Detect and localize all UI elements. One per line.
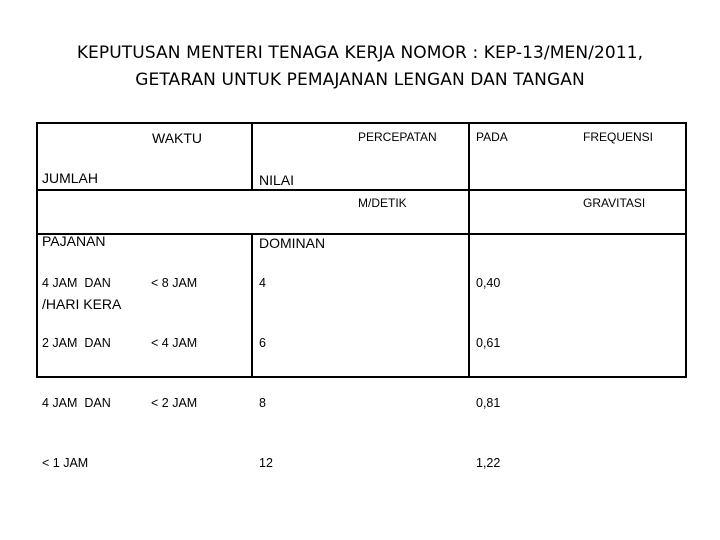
list-item: < 8 JAM	[151, 276, 198, 290]
list-nilai-dominan	[259, 233, 273, 493]
list-item: 0,81	[476, 396, 501, 410]
list-item: < 4 JAM	[151, 336, 198, 350]
subheader-cell-right	[468, 189, 687, 235]
header-percepatan: PERCEPATAN	[358, 130, 437, 144]
header-gravitasi: GRAVITASI	[583, 196, 646, 210]
header-dominan-line: DOMINAN	[259, 235, 326, 251]
page-title-line-1: KEPUTUSAN MENTERI TENAGA KERJA NOMOR : KEP-13/MEN/2011,	[76, 43, 644, 63]
list-item: 4 JAM DAN	[42, 276, 111, 290]
header-frequensi: FREQUENSI	[583, 130, 654, 144]
list-jumlah-pajanan	[42, 233, 111, 493]
list-item: 0,40	[476, 276, 501, 290]
list-waktu	[151, 233, 197, 433]
header-pada: PADA	[476, 130, 508, 144]
list-item: 6	[259, 336, 266, 350]
list-item: 0,61	[476, 336, 501, 350]
data-cell-percepatan	[468, 233, 687, 378]
list-item: 4	[259, 276, 266, 290]
header-hari-kera-line: /HARI KERA	[42, 296, 122, 312]
header-waktu: WAKTU	[152, 130, 203, 146]
header-nilai-line: NILAI	[259, 172, 295, 188]
list-item: < 2 JAM	[151, 396, 198, 410]
list-percepatan	[476, 233, 500, 493]
list-item: 8	[259, 396, 266, 410]
list-item: 12	[259, 456, 273, 470]
list-item: < 1 JAM	[42, 456, 89, 470]
list-item: 4 JAM DAN	[42, 396, 111, 410]
header-jumlah-line: JUMLAH	[42, 170, 99, 186]
header-m-detik: M/DETIK	[358, 196, 407, 210]
list-item: 1,22	[476, 456, 501, 470]
page-title-line-2: GETARAN UNTUK PEMAJANAN LENGAN DAN TANGAN	[135, 70, 585, 90]
header-pajanan-line: PAJANAN	[42, 233, 106, 249]
list-item: 2 JAM DAN	[42, 336, 111, 350]
